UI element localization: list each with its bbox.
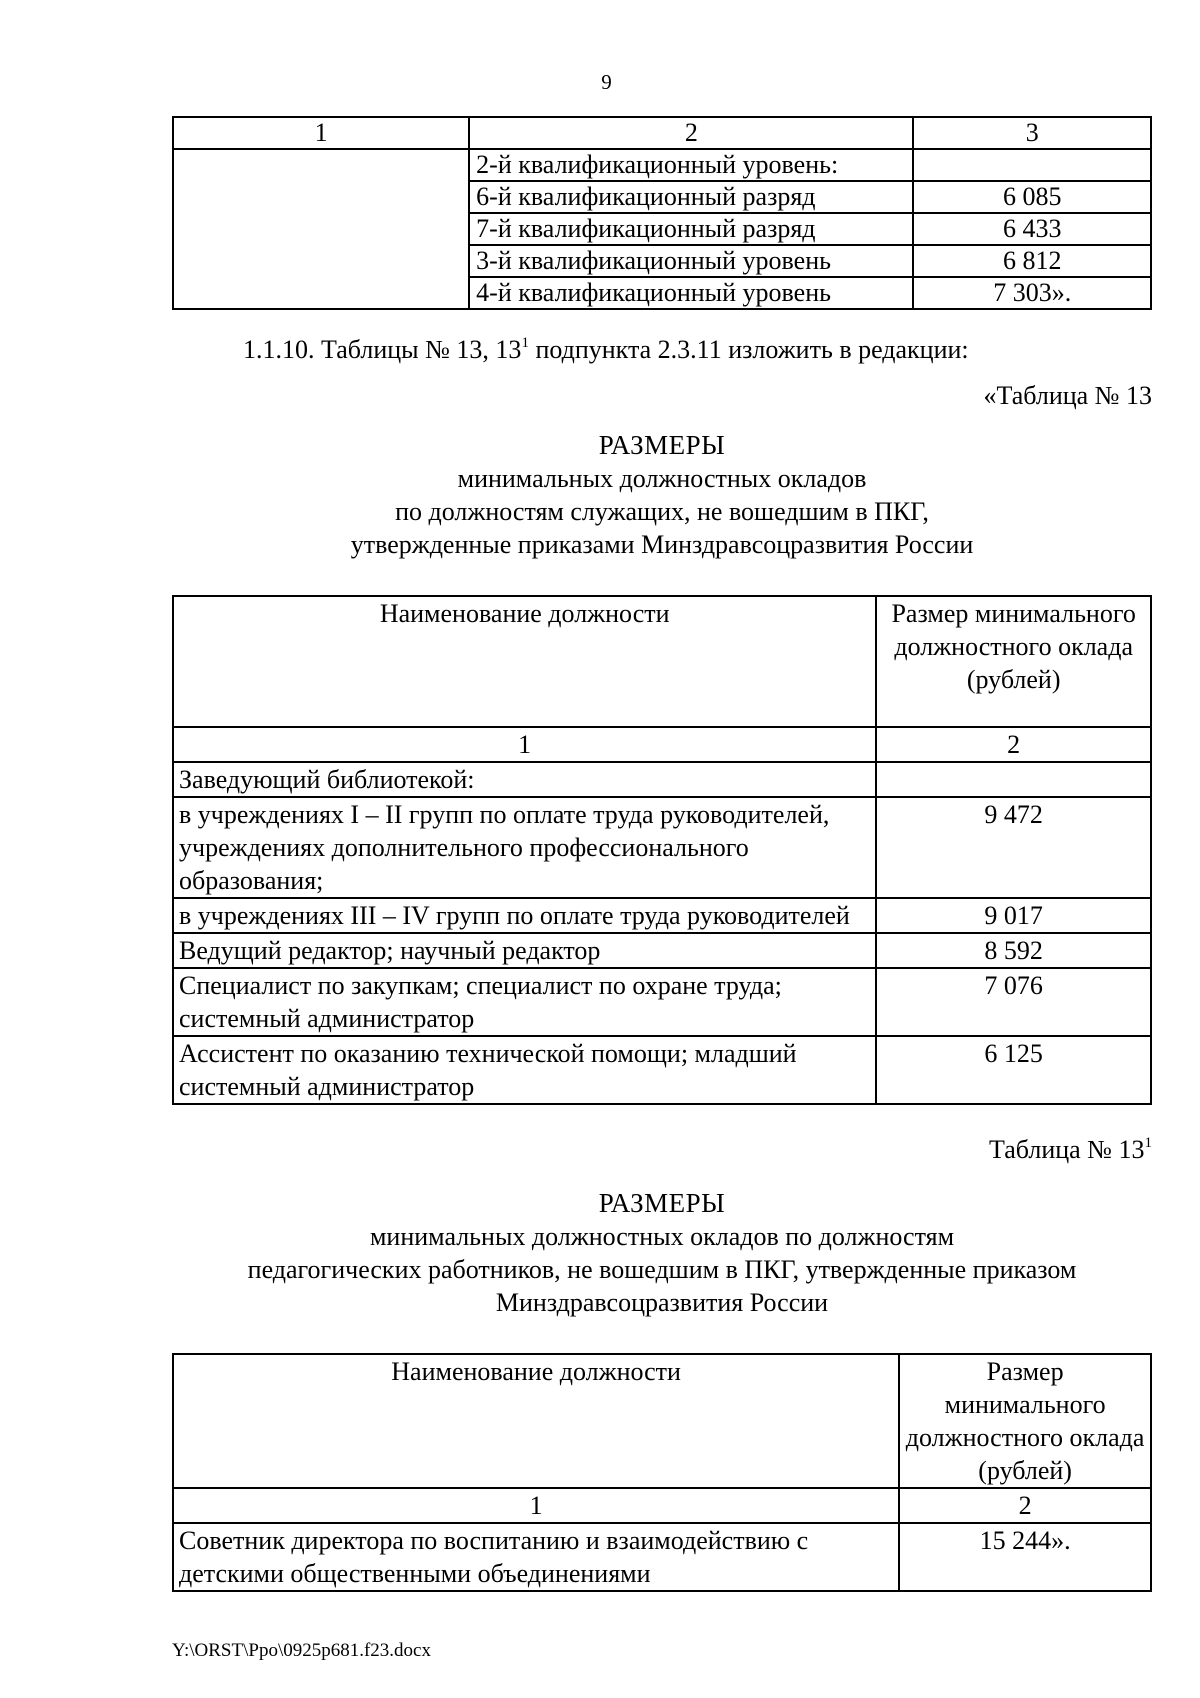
position-cell: в учреждениях I – II групп по оплате труда руководителей, учреждениях дополнительного профессионального образования; xyxy=(173,797,876,898)
qualification-cell: 4-й квалификационный уровень xyxy=(469,277,913,309)
paragraph-text: 1.1.10. Таблицы № 13, 13 xyxy=(243,335,522,364)
salary-cell: 6 125 xyxy=(876,1036,1151,1104)
table-row xyxy=(173,762,1151,797)
value-cell: 6 085 xyxy=(913,181,1151,213)
table-13-1-heading xyxy=(172,1187,1152,1319)
table-row xyxy=(173,797,1151,898)
table-header-row xyxy=(173,1354,1151,1488)
table-header-row xyxy=(173,117,1151,149)
page-number: 9 xyxy=(601,70,612,94)
document-path: Y:\ORST\Ppo\0925p681.f23.docx xyxy=(172,1640,431,1661)
table-13-label: «Таблица № 13 xyxy=(983,381,1152,410)
heading-subtitle: Минздравсоцразвития России xyxy=(495,1288,829,1317)
header-cell: 1 xyxy=(173,117,469,149)
header-cell: Размер минимального должностного оклада (рублей) xyxy=(899,1354,1151,1488)
amendment-paragraph xyxy=(243,335,969,365)
table-row xyxy=(173,933,1151,968)
header-cell: 3 xyxy=(913,117,1151,149)
position-cell: Советник директора по воспитанию и взаимодействию с детскими общественными объединениями xyxy=(173,1523,899,1591)
table-13 xyxy=(172,595,1152,1105)
numbering-row xyxy=(173,727,1151,762)
table-row xyxy=(173,1036,1151,1104)
salary-cell: 15 244». xyxy=(899,1523,1151,1591)
value-cell: 6 433 xyxy=(913,213,1151,245)
numbering-cell: 1 xyxy=(173,1488,899,1523)
position-cell: Заведующий библиотекой: xyxy=(173,762,876,797)
heading-subtitle: минимальных должностных окладов по должностям xyxy=(369,1222,955,1251)
numbering-row xyxy=(173,1488,1151,1523)
header-cell: 2 xyxy=(469,117,913,149)
salary-cell xyxy=(876,762,1151,797)
numbering-cell: 2 xyxy=(899,1488,1151,1523)
salary-cell: 9 472 xyxy=(876,797,1151,898)
table-13-1-label xyxy=(989,1135,1152,1165)
table-13-heading xyxy=(172,429,1152,561)
salary-cell: 9 017 xyxy=(876,898,1151,933)
heading-title: РАЗМЕРЫ xyxy=(598,430,726,460)
table-row xyxy=(173,968,1151,1036)
value-cell: 6 812 xyxy=(913,245,1151,277)
position-cell: в учреждениях III – IV групп по оплате труда руководителей xyxy=(173,898,876,933)
position-cell: Ассистент по оказанию технической помощи; младший системный администратор xyxy=(173,1036,876,1104)
table-header-row xyxy=(173,596,1151,727)
numbering-cell: 1 xyxy=(173,727,876,762)
qualification-cell: 3-й квалификационный уровень xyxy=(469,245,913,277)
label-text: Таблица № 13 xyxy=(988,1135,1145,1164)
table-row xyxy=(173,1523,1151,1591)
header-cell: Размер минимального должностного оклада (рублей) xyxy=(876,596,1151,727)
empty-cell xyxy=(173,149,469,309)
qualification-cell: 2-й квалификационный уровень: xyxy=(469,149,913,181)
heading-subtitle: педагогических работников, не вошедшим в ПКГ, утвержденные приказом xyxy=(247,1255,1077,1284)
continuation-table xyxy=(172,116,1152,310)
heading-subtitle: по должностям служащих, не вошедшим в ПКГ, xyxy=(395,497,929,526)
superscript: 1 xyxy=(521,335,529,351)
position-cell: Специалист по закупкам; специалист по охране труда; системный администратор xyxy=(173,968,876,1036)
salary-cell: 7 076 xyxy=(876,968,1151,1036)
position-cell: Ведущий редактор; научный редактор xyxy=(173,933,876,968)
heading-subtitle: минимальных должностных окладов xyxy=(457,464,867,493)
numbering-cell: 2 xyxy=(876,727,1151,762)
table-13-1 xyxy=(172,1353,1152,1592)
heading-title: РАЗМЕРЫ xyxy=(598,1188,726,1218)
paragraph-text: подпункта 2.3.11 изложить в редакции: xyxy=(528,335,969,364)
table-row xyxy=(173,149,1151,181)
header-cell: Наименование должности xyxy=(173,596,876,727)
salary-cell: 8 592 xyxy=(876,933,1151,968)
superscript: 1 xyxy=(1144,1135,1152,1151)
qualification-cell: 7-й квалификационный разряд xyxy=(469,213,913,245)
table-row xyxy=(173,898,1151,933)
qualification-cell: 6-й квалификационный разряд xyxy=(469,181,913,213)
header-cell: Наименование должности xyxy=(173,1354,899,1488)
heading-subtitle: утвержденные приказами Минздравсоцразвития России xyxy=(350,530,974,559)
value-cell xyxy=(913,149,1151,181)
value-cell: 7 303». xyxy=(913,277,1151,309)
